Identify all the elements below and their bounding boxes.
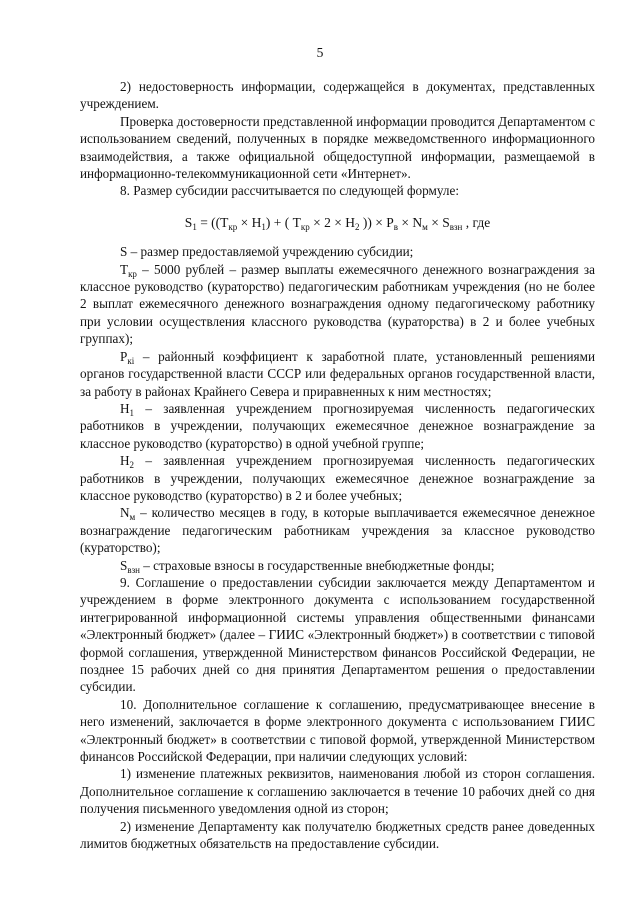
paragraph: 10. Дополнительное соглашение к соглашению, предусматривающее внесение в него изменений, заключается в форме электронного документа с использованием ГИИС «Электронный бюджет» в соответствии с типовой формой, утвержденной Министерством финансов Российской Федерации, при наличии следующих условий: xyxy=(80,696,595,765)
definition: $Н_1$ – заявленная учреждением прогнозируемая численность педагогических работников в учреждении, получающих ежемесячное денежное вознаграждение за классное руководство (кураторство) в одной учебной группе; xyxy=(80,400,595,451)
definition: $N_м$ – количество месяцев в году, в которые выплачивается ежемесячное денежное вознаграждение педагогическим работникам учреждения за классное руководство (кураторство); xyxy=(80,505,595,556)
paragraph: 1) изменение платежных реквизитов, наименования любой из сторон соглашения. Дополнительное соглашение к соглашению заключается в течение 10 рабочих дней со дня получения письменного уведомления одной из сторон; xyxy=(80,766,595,817)
paragraph: 2) недостоверность информации, содержащейся в документах, представленных учреждением. xyxy=(80,79,595,112)
paragraph: 2) изменение Департаменту как получателю бюджетных средств ранее доведенных лимитов бюджетных обязательств на предоставление субсидии. xyxy=(80,818,595,852)
paragraph: 9. Соглашение о предоставлении субсидии заключается между Департаментом и учреждением в форме электронного документа с использованием государственной интегрированной информационной системы управления общественными финансами «Электронный бюджет» (далее – ГИИС «Электронный бюджет») в соответствии с типовой формой соглашения, утвержденной Министерством финансов Российской Федерации, не позднее 15 рабочих дней со дня принятия Департаментом решения о предоставлении субсидии. xyxy=(80,574,595,695)
definition: $Н_2$ – заявленная учреждением прогнозируемая численность педагогических работников в учреждении, получающих ежемесячное денежное вознаграждение за классное руководство (кураторство) в 2 и более учебных; xyxy=(80,453,595,503)
definition: S – размер предоставляемой учреждению субсидии; xyxy=(120,244,414,260)
definition: $Р_{кі}$ – районный коэффициент к заработной плате, установленный решениями органов государственной власти СССР или федеральных органов государственной власти, за работу в районах Крайнего Севера и приравненных к ним местностях; xyxy=(80,348,595,399)
page-number: 5 xyxy=(316,45,324,60)
definition: $S_{взн}$ – страховые взносы в государственные внебюджетные фонды; xyxy=(120,557,495,575)
definition: $Т_{кр} - 5000$ рублей – размер выплаты ежемесячного денежного вознаграждения за классное руководство (кураторство) педагогическим работникам учреждения (но не более 2 выплат ежемесячного денежного вознаграждения одному педагогическому работнику при условии осуществления классного руководства (кураторства) в 2 и более учебных группах); xyxy=(80,261,595,347)
subsidy-formula: $S_1 = ((Т_{кр} \times Н_1)$ + ( $Т_{кр} \times 2 \times Н_2$ )) × $Р_в \times N_м \times S_{взн}$ , где xyxy=(184,214,491,232)
document-body xyxy=(80,78,595,852)
paragraph: 8. Размер субсидии рассчитывается по следующей формуле: xyxy=(120,183,459,199)
paragraph: Проверка достоверности представленной информации проводится Департаментом с использованием сведений, полученных в порядке межведомственного информационного взаимодействия, а также официальной общедоступной информации, размещаемой в информационно-телекоммуникационной сети «Интернет». xyxy=(80,113,595,182)
